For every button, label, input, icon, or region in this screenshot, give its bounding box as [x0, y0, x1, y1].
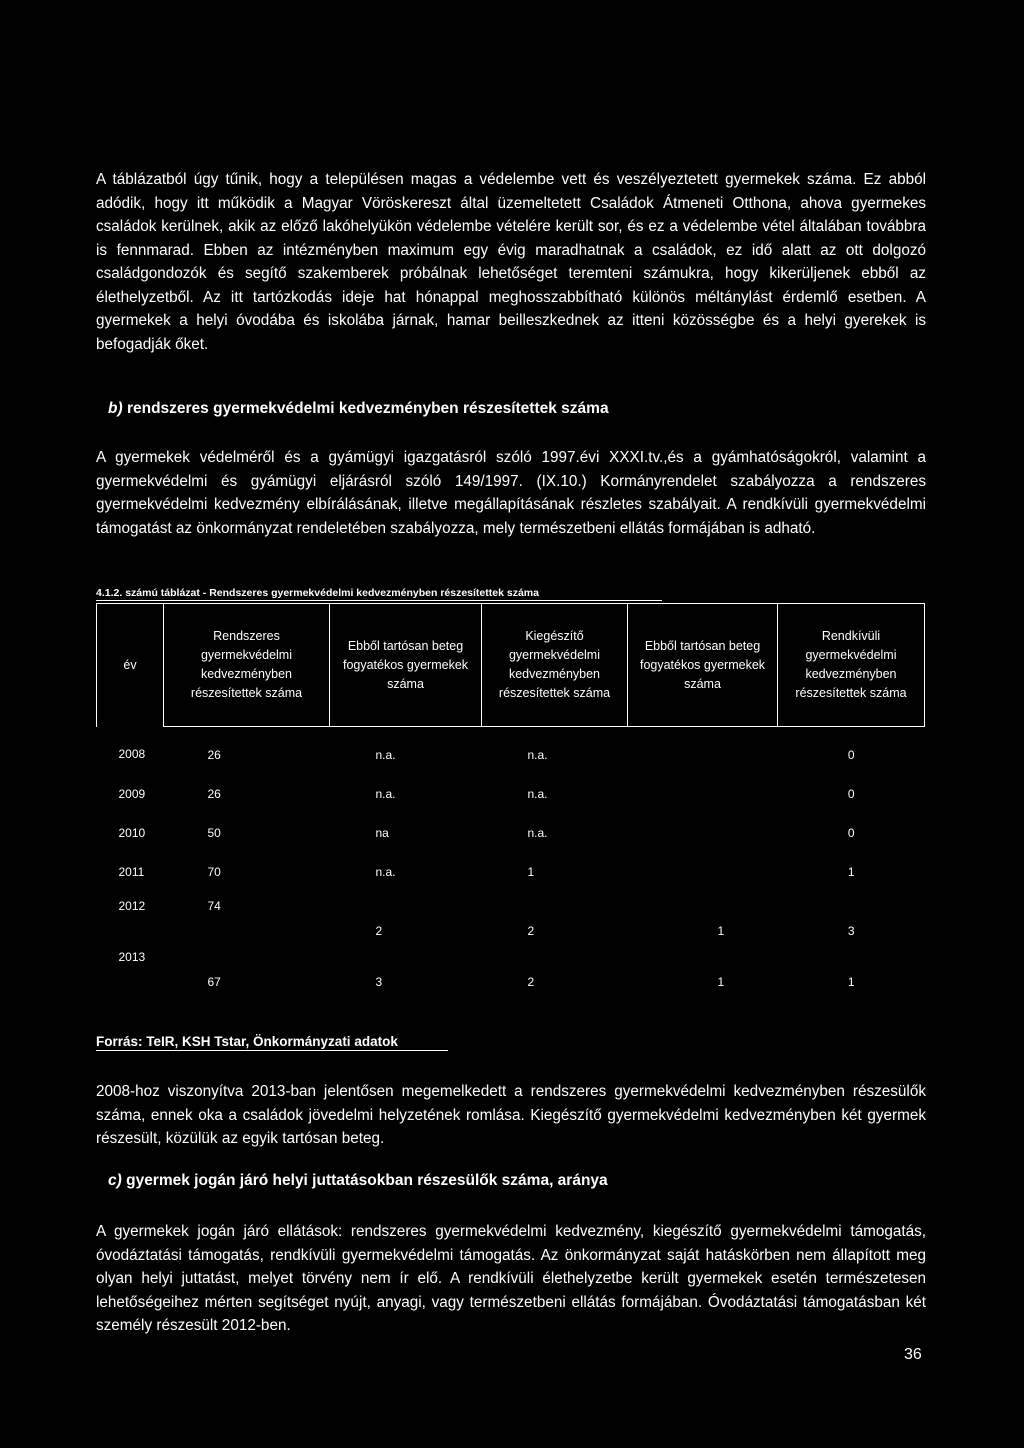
section-b-heading — [108, 400, 609, 418]
cell-extraordinary: 0 — [778, 727, 925, 775]
cell-supplementary-disabled — [628, 727, 778, 775]
cell-regular-disabled: 3 — [375, 975, 383, 989]
benefits-table — [96, 603, 925, 993]
table-caption: 4.1.2. számú táblázat - Rendszeres gyermekvédelmi kedvezményben részesítettek száma — [96, 587, 662, 601]
cell-extraordinary: 0 — [847, 786, 855, 801]
cell-regular: 67 — [207, 975, 221, 989]
cell-value: 1 — [717, 975, 725, 989]
table-source: Forrás: TeIR, KSH Tstar, Önkormányzati adatok — [96, 1034, 448, 1051]
cell-regular: 50 — [207, 825, 221, 840]
cell-regular-disabled: na — [375, 825, 389, 840]
cell-supplementary: n.a. — [527, 825, 548, 840]
section-b-title: rendszeres gyermekvédelmi kedvezményben részesítettek száma — [122, 400, 609, 417]
cell-regular-disabled: 2 — [375, 924, 383, 938]
cell-supplementary-disabled — [628, 891, 778, 942]
cell-supplementary: 2 — [527, 975, 535, 989]
cell-year: 2009 — [118, 786, 146, 801]
header-supplementary-disabled: Ebből tartósan beteg fogyatékos gyermekek száma — [628, 604, 778, 727]
section-b-letter: b) — [108, 400, 123, 417]
cell-regular-disabled: n.a. — [330, 727, 482, 775]
cell-supplementary-disabled — [628, 852, 778, 891]
cell-supplementary: n.a. — [527, 786, 548, 801]
intro-paragraph: A táblázatból úgy tűnik, hogy a településen magas a védelembe vett és veszélyeztetett gyermekek száma. Ez abból adódik, hogy itt működik a Magyar Vöröskereszt által üzemeltetett Családok Átmeneti Otthona, ahova gyermekes családok kerülnek, akik az előző lakóhelyükön védelembe vételére került sor, és ez a védelembe vétel általában továbbra is fennmarad. Ebben az intézményben maximum egy évig maradhatnak a családok, ez idő alatt az ott dolgozó családgondozók és segítő szakemberek próbálnak lehetőséget teremteni számukra, hogy kikerüljenek ebből az élethelyzetből. Az itt tartózkodás ideje hat hónappal meghosszabbítható különös méltánylást érdemlő esetben. A gyermekek a helyi óvodába és iskolába járnak, hamar beilleszkednek az itteni közösségbe és a helyi gyerekek is befogadják őket. — [96, 171, 926, 353]
cell-supplementary-disabled — [628, 774, 778, 813]
table-row — [97, 813, 925, 852]
table-row — [97, 891, 925, 942]
summary-paragraph: 2008-hoz viszonyítva 2013-ban jelentősen megemelkedett a rendszeres gyermekvédelmi kedvezményben részesülők száma, ennek oka a családok jövedelmi helyzetének romlása. Kiegészítő gyermekvédelmi kedvezményben két gyermek részesült, közülük az egyik tartósan beteg. — [96, 1083, 926, 1147]
benefits-paragraph: A gyermekek jogán járó ellátások: rendszeres gyermekvédelmi kedvezmény, kiegészítő gyermekvédelmi támogatás, óvodáztatási támogatás, rendkívüli gyermekvédelmi támogatás. Az önkormányzat saját hatáskörben nem állapított meg olyan helyi juttatást, melyet törvény nem ír elő. A rendkívüli élethelyzetbe került gyermekek esetén természetesen lehetőségeihez mérten segítséget nyújt, anyagi, vagy természetbeni ellátás formájában. Óvodáztatási támogatásban két személy részesült 2012-ben. — [96, 1223, 926, 1334]
header-regular: Rendszeres gyermekvédelmi kedvezményben részesítettek száma — [164, 604, 330, 727]
cell-year: 2012 — [118, 899, 146, 913]
cell-supplementary-disabled — [628, 813, 778, 852]
cell-extraordinary: 0 — [847, 825, 855, 840]
section-c-letter: c) — [108, 1172, 122, 1189]
page-number: 36 — [904, 1346, 922, 1363]
table-row — [97, 852, 925, 891]
cell-regular: 26 — [207, 786, 221, 801]
cell-regular: 70 — [207, 864, 221, 879]
cell-regular: 26 — [164, 727, 330, 775]
cell-year: 2008 — [118, 747, 146, 762]
cell-supplementary: n.a. — [482, 727, 628, 775]
header-supplementary: Kiegészítő gyermekvédelmi kedvezményben részesítettek száma — [482, 604, 628, 727]
cell-supplementary: 1 — [527, 864, 535, 879]
cell-extraordinary: 1 — [847, 975, 855, 989]
header-regular-disabled: Ebből tartósan beteg fogyatékos gyermekek száma — [330, 604, 482, 727]
cell-year: 2011 — [118, 864, 145, 879]
cell-supplementary: 2 — [527, 924, 535, 938]
table-row — [97, 727, 925, 775]
cell-extraordinary: 1 — [847, 864, 855, 879]
cell-year: 2010 — [118, 825, 146, 840]
cell-regular-disabled: n.a. — [375, 864, 396, 879]
table-row — [97, 942, 925, 993]
header-extraordinary: Rendkívüli gyermekvédelmi kedvezményben részesítettek száma — [778, 604, 925, 727]
cell-regular: 74 — [207, 899, 221, 913]
cell-value: 1 — [717, 924, 725, 938]
table-row — [97, 774, 925, 813]
cell-regular-disabled: n.a. — [375, 786, 396, 801]
table-header-row — [97, 604, 925, 727]
cell-extraordinary: 3 — [847, 924, 855, 938]
section-c-heading — [108, 1172, 608, 1190]
cell-supplementary-disabled — [628, 942, 778, 993]
law-paragraph: A gyermekek védelméről és a gyámügyi igazgatásról szóló 1997.évi XXXI.tv.,és a gyámhatóságokról, valamint a gyermekvédelmi és gyámügyi eljárásról szóló 149/1997. (IX.10.) Kormányrendelet szabályozza a rendszeres gyermekvédelmi kedvezmény elbírálásának, illetve megállapításának részletes szabályait. A rendkívüli gyermekvédelmi támogatást az önkormányzat rendeletében szabályozza, mely természetbeni ellátás formájában is adható. — [96, 449, 926, 537]
cell-year: 2013 — [118, 950, 146, 964]
section-c-title: gyermek jogán járó helyi juttatásokban részesülők száma, aránya — [121, 1172, 608, 1189]
header-year: év — [97, 604, 164, 727]
